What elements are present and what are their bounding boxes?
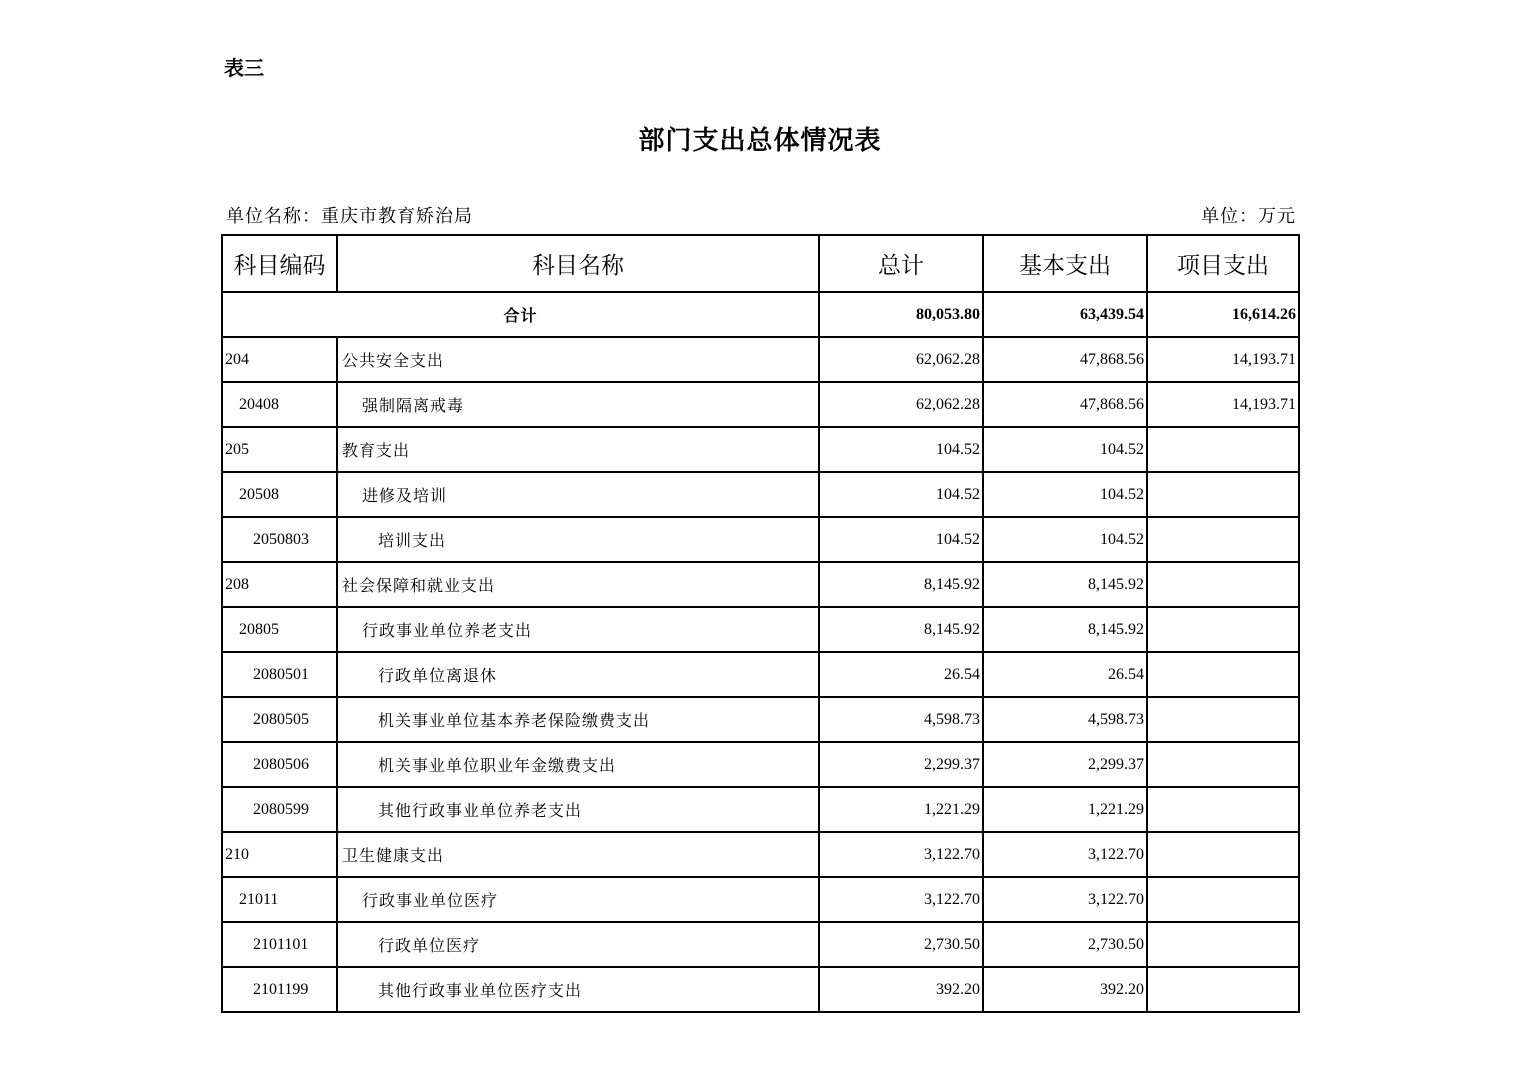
cell-total: 3,122.70 [819, 832, 983, 877]
cell-basic: 392.20 [983, 967, 1147, 1012]
total-cell-total: 80,053.80 [819, 292, 983, 337]
cell-total: 1,221.29 [819, 787, 983, 832]
cell-total: 104.52 [819, 472, 983, 517]
cell-code: 2080505 [222, 697, 337, 742]
cell-project [1147, 922, 1299, 967]
table-row [222, 967, 1299, 1012]
cell-basic: 3,122.70 [983, 832, 1147, 877]
cell-name: 行政单位离退休 [337, 652, 819, 697]
cell-code: 2080506 [222, 742, 337, 787]
cell-project: 14,193.71 [1147, 337, 1299, 382]
cell-project [1147, 697, 1299, 742]
cell-total: 8,145.92 [819, 562, 983, 607]
cell-project [1147, 472, 1299, 517]
table-row [222, 607, 1299, 652]
cell-code: 204 [222, 337, 337, 382]
expenditure-table [221, 234, 1300, 1013]
cell-code: 2101101 [222, 922, 337, 967]
cell-project [1147, 562, 1299, 607]
cell-code: 21011 [222, 877, 337, 922]
total-row [222, 292, 1299, 337]
cell-name: 机关事业单位基本养老保险缴费支出 [337, 697, 819, 742]
table-row [222, 652, 1299, 697]
cell-basic: 26.54 [983, 652, 1147, 697]
table-row [222, 517, 1299, 562]
table-row [222, 427, 1299, 472]
cell-code: 2080501 [222, 652, 337, 697]
table-row [222, 472, 1299, 517]
unit-label: 单位：万元 [1201, 206, 1296, 227]
table-row [222, 832, 1299, 877]
cell-code: 205 [222, 427, 337, 472]
cell-name: 社会保障和就业支出 [337, 562, 819, 607]
cell-total: 392.20 [819, 967, 983, 1012]
cell-basic: 104.52 [983, 427, 1147, 472]
cell-code: 210 [222, 832, 337, 877]
cell-name: 行政事业单位养老支出 [337, 607, 819, 652]
cell-project [1147, 607, 1299, 652]
cell-total: 4,598.73 [819, 697, 983, 742]
cell-total: 62,062.28 [819, 337, 983, 382]
cell-name: 教育支出 [337, 427, 819, 472]
cell-name: 进修及培训 [337, 472, 819, 517]
header-project: 项目支出 [1147, 235, 1299, 292]
cell-basic: 47,868.56 [983, 382, 1147, 427]
table-row [222, 787, 1299, 832]
cell-code: 20508 [222, 472, 337, 517]
cell-name: 机关事业单位职业年金缴费支出 [337, 742, 819, 787]
cell-basic: 1,221.29 [983, 787, 1147, 832]
cell-basic: 2,730.50 [983, 922, 1147, 967]
cell-name: 行政单位医疗 [337, 922, 819, 967]
table-row [222, 337, 1299, 382]
cell-basic: 8,145.92 [983, 562, 1147, 607]
total-cell-basic: 63,439.54 [983, 292, 1147, 337]
cell-code: 2050803 [222, 517, 337, 562]
cell-name: 强制隔离戒毒 [337, 382, 819, 427]
cell-name: 其他行政事业单位医疗支出 [337, 967, 819, 1012]
cell-total: 3,122.70 [819, 877, 983, 922]
table-row [222, 562, 1299, 607]
table-row [222, 922, 1299, 967]
table-row [222, 877, 1299, 922]
header-code: 科目编码 [222, 235, 337, 292]
cell-total: 104.52 [819, 517, 983, 562]
cell-total: 104.52 [819, 427, 983, 472]
cell-total: 8,145.92 [819, 607, 983, 652]
cell-code: 20805 [222, 607, 337, 652]
cell-basic: 8,145.92 [983, 607, 1147, 652]
table-row [222, 697, 1299, 742]
cell-basic: 47,868.56 [983, 337, 1147, 382]
cell-project [1147, 877, 1299, 922]
meta-row [226, 202, 1296, 228]
header-name: 科目名称 [337, 235, 819, 292]
cell-total: 2,299.37 [819, 742, 983, 787]
sheet-label: 表三 [224, 56, 264, 80]
cell-name: 卫生健康支出 [337, 832, 819, 877]
cell-basic: 3,122.70 [983, 877, 1147, 922]
cell-code: 208 [222, 562, 337, 607]
cell-total: 62,062.28 [819, 382, 983, 427]
cell-code: 2101199 [222, 967, 337, 1012]
cell-basic: 104.52 [983, 517, 1147, 562]
cell-basic: 4,598.73 [983, 697, 1147, 742]
cell-project [1147, 742, 1299, 787]
cell-name: 其他行政事业单位养老支出 [337, 787, 819, 832]
cell-basic: 104.52 [983, 472, 1147, 517]
cell-project [1147, 652, 1299, 697]
cell-project [1147, 517, 1299, 562]
cell-total: 2,730.50 [819, 922, 983, 967]
page-title: 部门支出总体情况表 [638, 126, 882, 156]
table-header-row [222, 235, 1299, 292]
cell-total: 26.54 [819, 652, 983, 697]
cell-name: 行政事业单位医疗 [337, 877, 819, 922]
table-row [222, 742, 1299, 787]
unit-name: 单位名称：重庆市教育矫治局 [226, 206, 473, 227]
cell-code: 20408 [222, 382, 337, 427]
cell-project [1147, 427, 1299, 472]
cell-basic: 2,299.37 [983, 742, 1147, 787]
header-total: 总计 [819, 235, 983, 292]
cell-project: 14,193.71 [1147, 382, 1299, 427]
cell-name: 公共安全支出 [337, 337, 819, 382]
total-label: 合计 [222, 292, 819, 337]
cell-project [1147, 967, 1299, 1012]
cell-code: 2080599 [222, 787, 337, 832]
header-basic: 基本支出 [983, 235, 1147, 292]
table-row [222, 382, 1299, 427]
total-cell-project: 16,614.26 [1147, 292, 1299, 337]
cell-project [1147, 832, 1299, 877]
cell-name: 培训支出 [337, 517, 819, 562]
cell-project [1147, 787, 1299, 832]
